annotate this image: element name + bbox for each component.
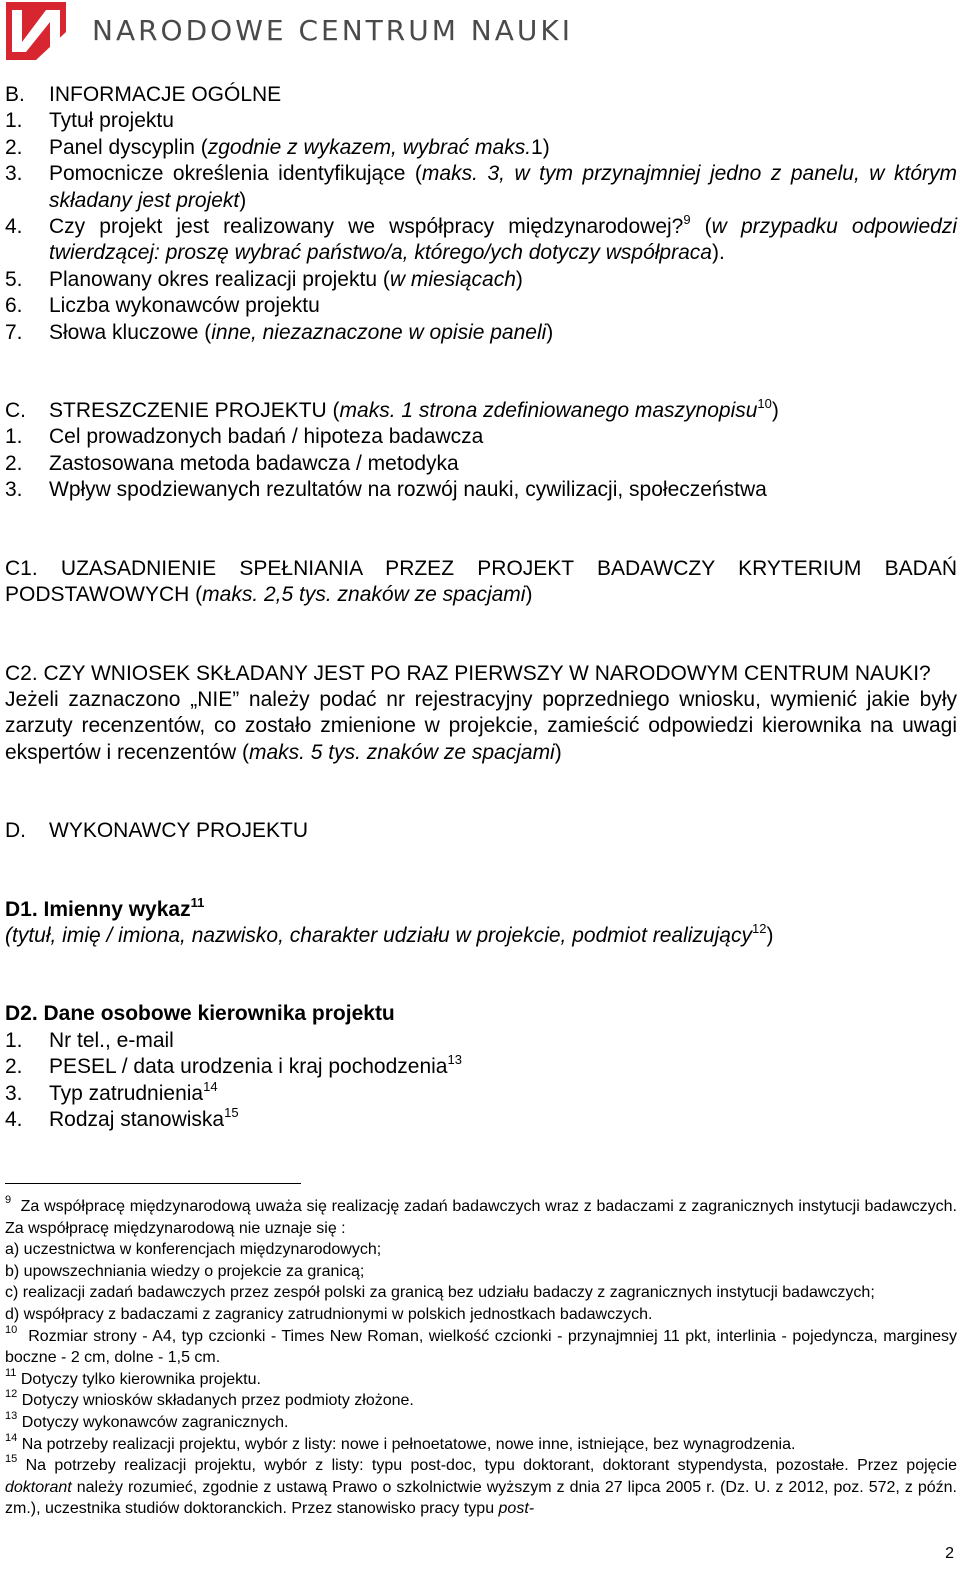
list-item [5,1028,957,1054]
footnote-9-line: b) upowszechniania wiedzy o projekcie za granicą; [5,1262,365,1280]
item-text: Typ zatrudnienia$^{14}$ [49,1078,218,1105]
section-d1-heading: D1. Imienny wykaz$^{11}$ [5,894,205,921]
section-label: D. [5,819,26,843]
section-c2-body: Jeżeli zaznaczono „NIE” należy podać nr rejestracyjny poprzedniego wniosku, wymienić jakie były zarzuty recenzentów, co zostało zmienione w projekcie, zamieścić odpowiedzi kierownika na uwagi ekspertów i recenzentów (maks. 5 tys. znaków ze spacjami) [5,687,957,764]
list-item [5,214,957,267]
list-item [5,424,957,450]
item-number: 1. [5,109,23,133]
section-label: C. [5,399,26,423]
section-d1-subtitle: (tytuł, imię / imiona, nazwisko, charakter udziału w projekcie, podmiot realizujący$^{12}$) [5,920,774,947]
section-title: STRESZCZENIE PROJEKTU (maks. 1 strona zdefiniowanego maszynopisu$^{10}$) [49,396,779,423]
document-body [5,82,957,1133]
list-item [5,161,957,214]
item-number: 7. [5,320,23,344]
footnote-15: $^{15}$ Na potrzeby realizacji projektu, wybór z listy: typu post-doc, typu doktorant, doktorant stypendysta, pozostałe. Przez pojęcie doktorant należy rozumieć, zgodnie z ustawą Prawo o szkolnictwie wyższym z dnia 27 lipca 2005 r. (Dz. U. z 2012, poz. 572, z późn. zm.), uczestnika studiów doktoranckich. Przez stanowisko pracy typu post- [5,1453,957,1518]
section-b-heading [5,82,957,108]
footnote-ref: 11 [190,894,205,910]
item-number: 3. [5,162,23,186]
item-text: Słowa kluczowe (inne, niezaznaczone w opisie paneli) [49,320,554,344]
item-text: Panel dyscyplin (zgodnie z wykazem, wybrać maks.1) [49,135,550,159]
footnote-ref: 10 [757,396,772,412]
item-number: 4. [5,215,23,239]
item-text: Cel prowadzonych badań / hipoteza badawcza [49,425,484,449]
item-text: Zastosowana metoda badawcza / metodyka [49,451,459,475]
section-c2-heading: C2. CZY WNIOSEK SKŁADANY JEST PO RAZ PIERWSZY W NARODOWYM CENTRUM NAUKI? [5,661,931,685]
section-title: INFORMACJE OGÓLNE [49,83,282,106]
list-item [5,267,957,293]
item-number: 6. [5,294,23,318]
item-number: 3. [5,478,23,502]
footnote-ref: 12 [751,920,767,936]
document-header [0,0,960,64]
org-name: NARODOWE CENTRUM NAUKI [92,14,573,47]
item-text: Czy projekt jest realizowany we współpracy międzynarodowej?$^9$ (w przypadku odpowiedzi twierdzącej: proszę wybrać państwo/a, którego/ych dotyczy współpraca). [49,212,957,265]
list-item [5,1104,957,1133]
list-item [5,108,957,134]
item-text: PESEL / data urodzenia i kraj pochodzenia$^{13}$ [49,1052,462,1079]
item-number: 2. [5,451,23,475]
footnote-9-line: c) realizacji zadań badawczych przez zespół polski za granicą bez udziału badaczy z zagranicznych instytucji badawczych; [5,1284,875,1302]
item-number: 4. [5,1107,23,1131]
footnote-divider [5,1183,301,1184]
footnote-9-line: a) uczestnictwa w konferencjach międzynarodowych; [5,1241,382,1259]
item-number: 3. [5,1081,23,1105]
item-text: Liczba wykonawców projektu [49,294,320,318]
item-number: 2. [5,1055,23,1079]
list-item [5,1054,957,1080]
item-text: Nr tel., e-mail [49,1028,174,1052]
footnote-ref: 13 [447,1052,462,1068]
list-item [5,477,957,503]
list-item [5,293,957,319]
footnote-9: $^9$ Za współpracę międzynarodową uważa się realizację zadań badawczych wraz z badaczami z zagranicznych instytucji badawczych. Za współpracę międzynarodową nie uznaje się : [5,1194,957,1237]
section-label: B. [5,83,25,106]
item-text: Pomocnicze określenia identyfikujące (maks. 3, w tym przynajmniej jedno z panelu, w którym składany jest projekt) [49,162,957,212]
footnote-14: $^{14}$ Na potrzeby realizacji projektu, wybór z listy: nowe i pełnoetatowe, nowe inne, istniejące, bez wynagrodzenia. [5,1431,796,1453]
footnote-10: $^{10}$ Rozmiar strony - A4, typ czcionki - Times New Roman, wielkość czcionki - przynajmniej 11 pkt, interlinia - pojedyncza, marginesy boczne - 2 cm, dolne - 1,5 cm. [5,1323,958,1367]
footnote-ref: 9 [683,212,691,228]
footnote-11: $^{11}$ Dotyczy tylko kierownika projektu. [5,1366,261,1388]
list-item [5,320,957,346]
item-number: 1. [5,425,23,449]
list-item [5,451,957,477]
footnote-9-line: d) współpracy z badaczami z zagranicy zatrudnionymi w polskich jednostkach badawczych. [5,1305,653,1323]
section-title: WYKONAWCY PROJEKTU [49,819,309,843]
item-number: 1. [5,1028,23,1052]
page-number: 2 [945,1545,954,1562]
footnote-13: $^{13}$ Dotyczy wykonawców zagranicznych. [5,1409,289,1431]
list-item [5,1078,957,1107]
item-number: 2. [5,135,23,159]
item-text: Rodzaj stanowiska$^{15}$ [49,1104,239,1131]
section-d-heading [5,818,957,844]
item-text: Planowany okres realizacji projektu (w miesiącach) [49,267,523,291]
footnote-12: $^{12}$ Dotyczy wniosków składanych przez podmioty złożone. [5,1388,414,1410]
footnote-ref: 14 [203,1078,218,1094]
section-d2-heading: D2. Dane osobowe kierownika projektu [5,1002,395,1026]
item-text: Wpływ spodziewanych rezultatów na rozwój nauki, cywilizacji, społeczeństwa [49,478,767,502]
list-item [5,135,957,161]
item-text: Tytuł projektu [49,109,174,133]
footnote-ref: 15 [224,1104,239,1120]
ncn-logo-icon [6,2,66,60]
footnotes [5,1196,957,1520]
item-number: 5. [5,267,23,291]
section-c1-heading: C1. UZASADNIENIE SPEŁNIANIA PRZEZ PROJEKT BADAWCZY KRYTERIUM BADAŃ PODSTAWOWYCH (maks. 2,5 tys. znaków ze spacjami) [5,556,957,607]
section-c-heading [5,398,957,424]
